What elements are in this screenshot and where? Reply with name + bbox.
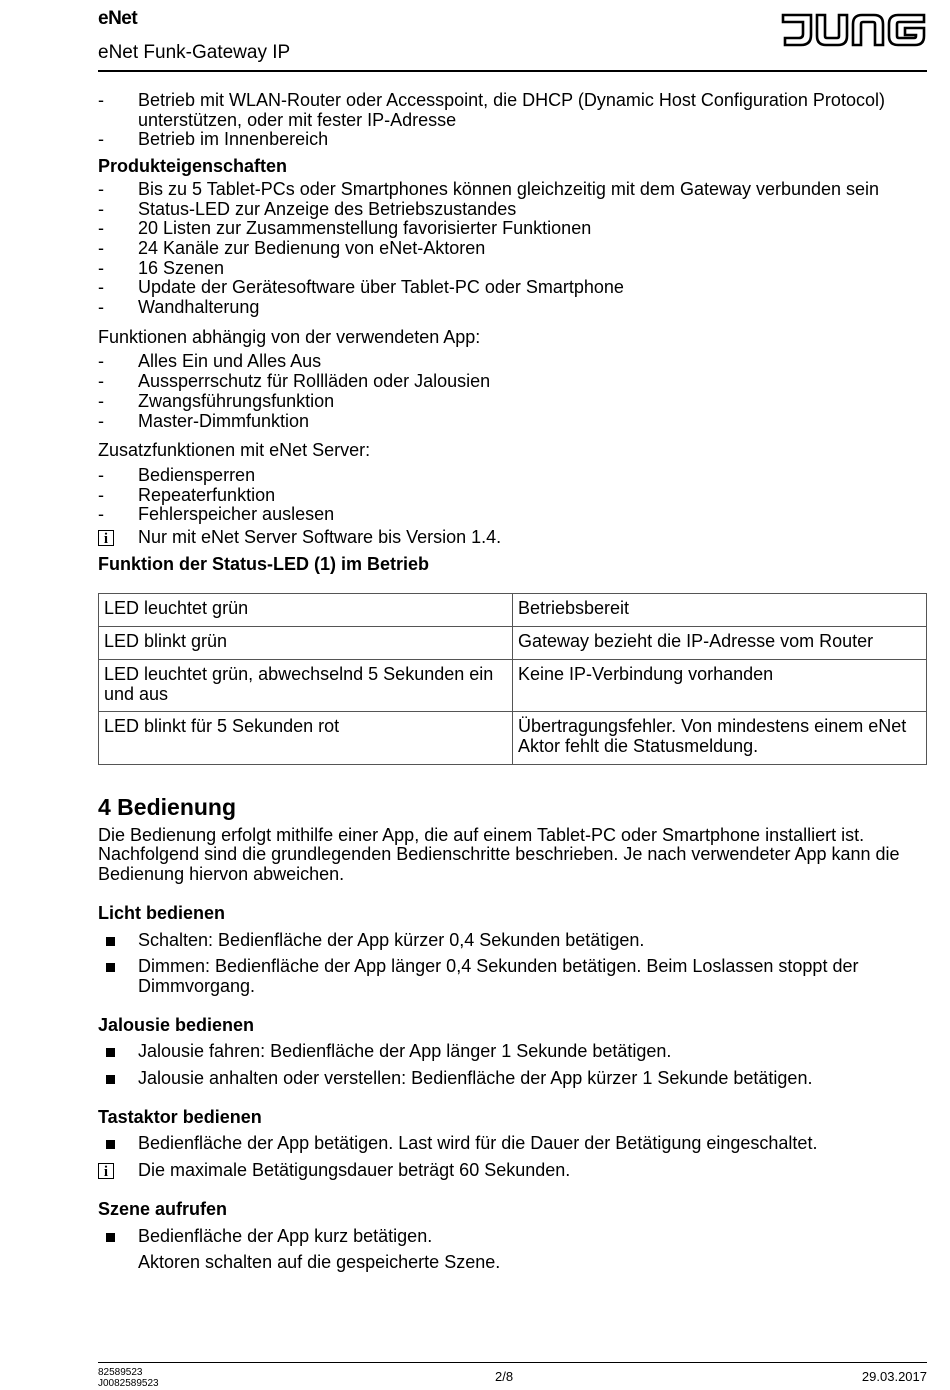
document-title: eNet Funk-Gateway IP — [98, 42, 291, 63]
list-item: - 16 Szenen — [98, 257, 225, 278]
table-cell: LED blinkt grün — [99, 627, 513, 660]
list-item: - Update der Gerätesoftware über Tablet-PC oder Smartphone — [98, 277, 624, 298]
list-item: - Status-LED zur Anzeige des Betriebszustandes — [98, 198, 517, 219]
jalousie-heading: Jalousie bedienen — [98, 1014, 255, 1035]
list-item: - Bediensperren — [98, 464, 256, 485]
list-item: Bedienfläche der App betätigen. Last wird für die Dauer der Betätigung eingeschaltet. — [98, 1134, 927, 1154]
header-rule — [98, 70, 927, 72]
list-item: - Bis zu 5 Tablet-PCs oder Smartphones können gleichzeitig mit dem Gateway verbunden sein — [98, 178, 880, 199]
jalousie-list — [98, 1042, 927, 1088]
list-item: - Betrieb mit WLAN-Router oder Accesspoint, die DHCP (Dynamic Host Configuration Protocol) unterstützen, oder mit fester IP-Adresse — [98, 90, 885, 130]
tastaktor-note: i Die maximale Betätigungsdauer beträgt 60 Sekunden. — [98, 1161, 927, 1181]
list-item: - Fehlerspeicher auslesen — [98, 504, 335, 525]
list-item: Jalousie fahren: Bedienfläche der App länger 1 Sekunde betätigen. — [98, 1042, 927, 1062]
tastaktor-list — [98, 1134, 927, 1154]
table-row — [99, 659, 927, 711]
table-cell: Betriebsbereit — [513, 594, 927, 627]
list-item: - Zwangsführungsfunktion — [98, 390, 335, 411]
brand-name: eNet — [98, 8, 138, 29]
list-item: - Aussperrschutz für Rollläden oder Jalousien — [98, 371, 491, 392]
section-intro: Die Bedienung erfolgt mithilfe einer App, die auf einem Tablet-PC oder Smartphone installiert ist. Nachfolgend sind die grundlegenden Bedienschritte beschrieben. Je nach verwendeter App kann die Bedienung hiervon abweichen. — [98, 824, 900, 885]
list-item: - Alles Ein und Alles Aus — [98, 351, 322, 372]
table-cell: LED leuchtet grün, abwechselnd 5 Sekunden ein und aus — [99, 659, 513, 711]
table-cell: Übertragungsfehler. Von mindestens einem eNet Aktor fehlt die Statusmeldung. — [513, 712, 927, 764]
intro-list — [98, 91, 927, 150]
bullet-icon — [106, 963, 115, 972]
server-note: i Nur mit eNet Server Software bis Version 1.4. — [98, 528, 927, 548]
list-item: - Betrieb im Innenbereich — [98, 129, 329, 150]
table-row — [99, 627, 927, 660]
article-number: 82589523 — [98, 1367, 143, 1378]
server-functions-list — [98, 466, 927, 525]
document-date: 29.03.2017 — [861, 1369, 927, 1384]
table-row — [99, 712, 927, 764]
info-icon: i — [98, 1163, 114, 1179]
szene-result: Aktoren schalten auf die gespeicherte Szene. — [138, 1252, 501, 1273]
page-content — [98, 91, 927, 1273]
table-cell: Keine IP-Verbindung vorhanden — [513, 659, 927, 711]
led-table-heading: Funktion der Status-LED (1) im Betrieb — [98, 553, 430, 574]
app-functions-heading: Funktionen abhängig von der verwendeten App: — [98, 326, 481, 347]
bullet-icon — [106, 1075, 115, 1084]
list-item: Dimmen: Bedienfläche der App länger 0,4 Sekunden betätigen. Beim Loslassen stoppt der Dimmvorgang. — [98, 957, 927, 996]
footer-rule — [98, 1362, 927, 1363]
info-icon: i — [98, 530, 114, 546]
table-row — [99, 594, 927, 627]
list-item: - Master-Dimmfunktion — [98, 410, 310, 431]
section-title: 4 Bedienung — [98, 793, 237, 820]
app-functions-list — [98, 352, 927, 431]
list-item: - 24 Kanäle zur Bedienung von eNet-Aktoren — [98, 237, 486, 258]
server-functions-heading: Zusatzfunktionen mit eNet Server: — [98, 440, 371, 461]
table-cell: LED blinkt für 5 Sekunden rot — [99, 712, 513, 764]
list-item: - Wandhalterung — [98, 297, 260, 318]
licht-heading: Licht bedienen — [98, 902, 226, 923]
szene-list — [98, 1227, 927, 1247]
product-properties-list — [98, 180, 927, 318]
bullet-icon — [106, 1140, 115, 1149]
list-item: Schalten: Bedienfläche der App kürzer 0,4 Sekunden betätigen. — [98, 931, 927, 951]
bullet-icon — [106, 1048, 115, 1057]
list-item: Bedienfläche der App kurz betätigen. — [98, 1227, 927, 1247]
table-cell: LED leuchtet grün — [99, 594, 513, 627]
list-item: - 20 Listen zur Zusammenstellung favorisierter Funktionen — [98, 218, 592, 239]
list-item: - Repeaterfunktion — [98, 484, 276, 505]
szene-heading: Szene aufrufen — [98, 1198, 228, 1219]
tastaktor-heading: Tastaktor bedienen — [98, 1106, 262, 1127]
bullet-icon — [106, 1233, 115, 1242]
list-item: Jalousie anhalten oder verstellen: Bedienfläche der App kürzer 1 Sekunde betätigen. — [98, 1069, 927, 1089]
bullet-icon — [106, 937, 115, 946]
table-cell: Gateway bezieht die IP-Adresse vom Router — [513, 627, 927, 660]
footer-codes — [98, 1367, 159, 1389]
document-number: J0082589523 — [98, 1378, 159, 1389]
jung-logo — [781, 12, 927, 48]
product-properties-heading: Produkteigenschaften — [98, 156, 288, 177]
licht-list — [98, 931, 927, 997]
page-number: 2/8 — [495, 1369, 514, 1384]
led-status-table — [98, 593, 927, 764]
